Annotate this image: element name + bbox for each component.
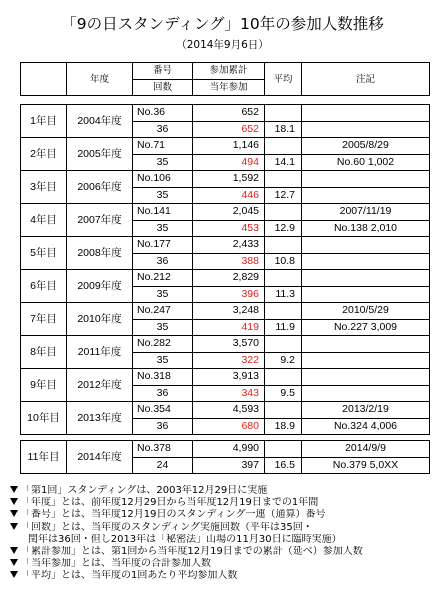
row-fy: 2009年度 [67,270,133,303]
table-row [21,369,430,386]
row-cum: 652 [193,105,265,122]
row-avg-blank [265,369,302,386]
table-row [21,402,430,419]
row-avg: 18.9 [265,418,302,435]
row-cur: 680 [193,418,265,435]
row-note2 [302,187,430,204]
row-note1 [302,270,430,287]
row-no: No.354 [133,402,193,419]
row-cum: 3,913 [193,369,265,386]
row-note2 [302,253,430,270]
row-count: 35 [133,286,193,303]
row-note1: 2014/9/9 [302,441,430,458]
row-fy: 2004年度 [67,105,133,138]
row-avg-blank [265,336,302,353]
header-cum-top: 参加累計 [193,63,265,80]
row-note1 [302,336,430,353]
row-avg-blank [265,237,302,254]
row-cur: 453 [193,220,265,237]
row-count: 36 [133,253,193,270]
footnote-continued: 閏年は36回・但し2013年は「秘密法」山場の11月30日に臨時実施） [28,533,342,545]
row-cur: 397 [193,457,265,474]
row-cum: 1,592 [193,171,265,188]
row-cum: 4,990 [193,441,265,458]
row-avg-blank [265,402,302,419]
table-row [21,138,430,155]
row-note2: No.227 3,009 [302,319,430,336]
footnote: 「回数」とは、当年度のスタンディング実施回数（平年は35回・ [10,522,435,534]
row-no: No.212 [133,270,193,287]
row-count: 36 [133,121,193,138]
row-cum: 2,045 [193,204,265,221]
row-avg: 11.3 [265,286,302,303]
row-note2 [302,352,430,369]
row-count: 35 [133,319,193,336]
row-year: 1年目 [21,105,67,138]
row-avg: 11.9 [265,319,302,336]
table-row [21,336,430,353]
row-year: 2年目 [21,138,67,171]
footnote: 「累計参加」とは、第1回から当年度12月19日までの累計（延べ）参加人数 [10,546,435,558]
row-no: No.282 [133,336,193,353]
row-cur: 419 [193,319,265,336]
row-note2: No.324 4,006 [302,418,430,435]
table-row [21,105,430,122]
table-row [21,303,430,320]
header-table [20,62,430,96]
row-year: 8年目 [21,336,67,369]
row-year: 4年目 [21,204,67,237]
row-avg: 12.9 [265,220,302,237]
row-avg: 10.8 [265,253,302,270]
row-year: 5年目 [21,237,67,270]
triangle-down-icon [10,571,18,578]
row-year: 11年目 [21,441,67,474]
row-no: No.247 [133,303,193,320]
row-cur: 494 [193,154,265,171]
row-year: 3年目 [21,171,67,204]
row-note2 [302,286,430,303]
row-avg-blank [265,270,302,287]
row-cum: 2,433 [193,237,265,254]
row-note1: 2005/8/29 [302,138,430,155]
row-note2: No.138 2,010 [302,220,430,237]
row-avg: 9.5 [265,385,302,402]
triangle-down-icon [10,547,18,554]
row-fy: 2006年度 [67,171,133,204]
footnote: 「第1回」スタンディングは、2003年12月29日に実施 [10,485,435,497]
row-no: No.141 [133,204,193,221]
row-year: 6年目 [21,270,67,303]
row-no: No.106 [133,171,193,188]
header-cum-bottom: 当年参加 [193,79,265,96]
row-note2: No.60 1,002 [302,154,430,171]
triangle-down-icon [10,523,18,530]
row-avg-blank [265,138,302,155]
footnote: 「年度」とは、前年度12月29日から当年度12月19日までの1年間 [10,497,435,509]
row-note2: No.379 5,0XX [302,457,430,474]
row-count: 36 [133,418,193,435]
row-cur: 388 [193,253,265,270]
footnote: 「平均」とは、当年度の1回あたり平均参加人数 [10,570,435,582]
row-avg-blank [265,171,302,188]
row-no: No.378 [133,441,193,458]
footnote: 「番号」とは、当年度12月19日のスタンディング一連（通算）番号 [10,509,435,521]
row-count: 36 [133,385,193,402]
row-note1 [302,171,430,188]
row-cum: 3,248 [193,303,265,320]
row-count: 35 [133,220,193,237]
row-year: 7年目 [21,303,67,336]
row-cum: 1,146 [193,138,265,155]
row-fy: 2013年度 [67,402,133,435]
row-note2 [302,121,430,138]
row-fy: 2008年度 [67,237,133,270]
row-note1: 2013/2/19 [302,402,430,419]
row-cur: 396 [193,286,265,303]
row-cum: 4,593 [193,402,265,419]
row-note1 [302,369,430,386]
row-cum: 2,829 [193,270,265,287]
page-title: 「9の日スタンディング」10年の参加人数推移 [61,15,384,33]
row-avg-blank [265,303,302,320]
header-num-top: 番号 [133,63,193,80]
row-avg: 16.5 [265,457,302,474]
row-note1 [302,237,430,254]
header-avg: 平均 [265,63,302,96]
row-no: No.71 [133,138,193,155]
row-year: 10年目 [21,402,67,435]
data-table [20,104,430,435]
header-blank [21,63,67,96]
triangle-down-icon [10,486,18,493]
row-note1: 2007/11/19 [302,204,430,221]
row-fy: 2012年度 [67,369,133,402]
row-avg: 9.2 [265,352,302,369]
row-avg: 14.1 [265,154,302,171]
row-avg-blank [265,105,302,122]
footnotes [10,485,435,583]
table-row [21,237,430,254]
triangle-down-icon [10,498,18,505]
row-note2 [302,385,430,402]
row-fy: 2005年度 [67,138,133,171]
row-avg: 18.1 [265,121,302,138]
triangle-down-icon [10,510,18,517]
row-avg-blank [265,204,302,221]
row-fy: 2014年度 [67,441,133,474]
row-count: 35 [133,154,193,171]
table-row [21,171,430,188]
row-fy: 2007年度 [67,204,133,237]
row-no: No.177 [133,237,193,254]
row-count: 35 [133,352,193,369]
row-avg-blank [265,441,302,458]
row-fy: 2010年度 [67,303,133,336]
row-cur: 446 [193,187,265,204]
row-note1 [302,105,430,122]
header-fy: 年度 [67,63,133,96]
row-avg: 12.7 [265,187,302,204]
row-no: No.318 [133,369,193,386]
row-cur: 652 [193,121,265,138]
row-note1: 2010/5/29 [302,303,430,320]
row-cur: 343 [193,385,265,402]
page-date: （2014年9月6日） [176,39,269,51]
row-fy: 2011年度 [67,336,133,369]
footnote: 「当年参加」とは、当年度の合計参加人数 [10,558,435,570]
current-year-table [20,440,430,474]
triangle-down-icon [10,559,18,566]
header-num-bottom: 回数 [133,79,193,96]
header-note: 注記 [302,63,430,96]
row-cum: 3,570 [193,336,265,353]
row-count: 24 [133,457,193,474]
table-row [21,270,430,287]
row-count: 35 [133,187,193,204]
row-year: 9年目 [21,369,67,402]
row-cur: 322 [193,352,265,369]
table-row [21,204,430,221]
row-no: No.36 [133,105,193,122]
